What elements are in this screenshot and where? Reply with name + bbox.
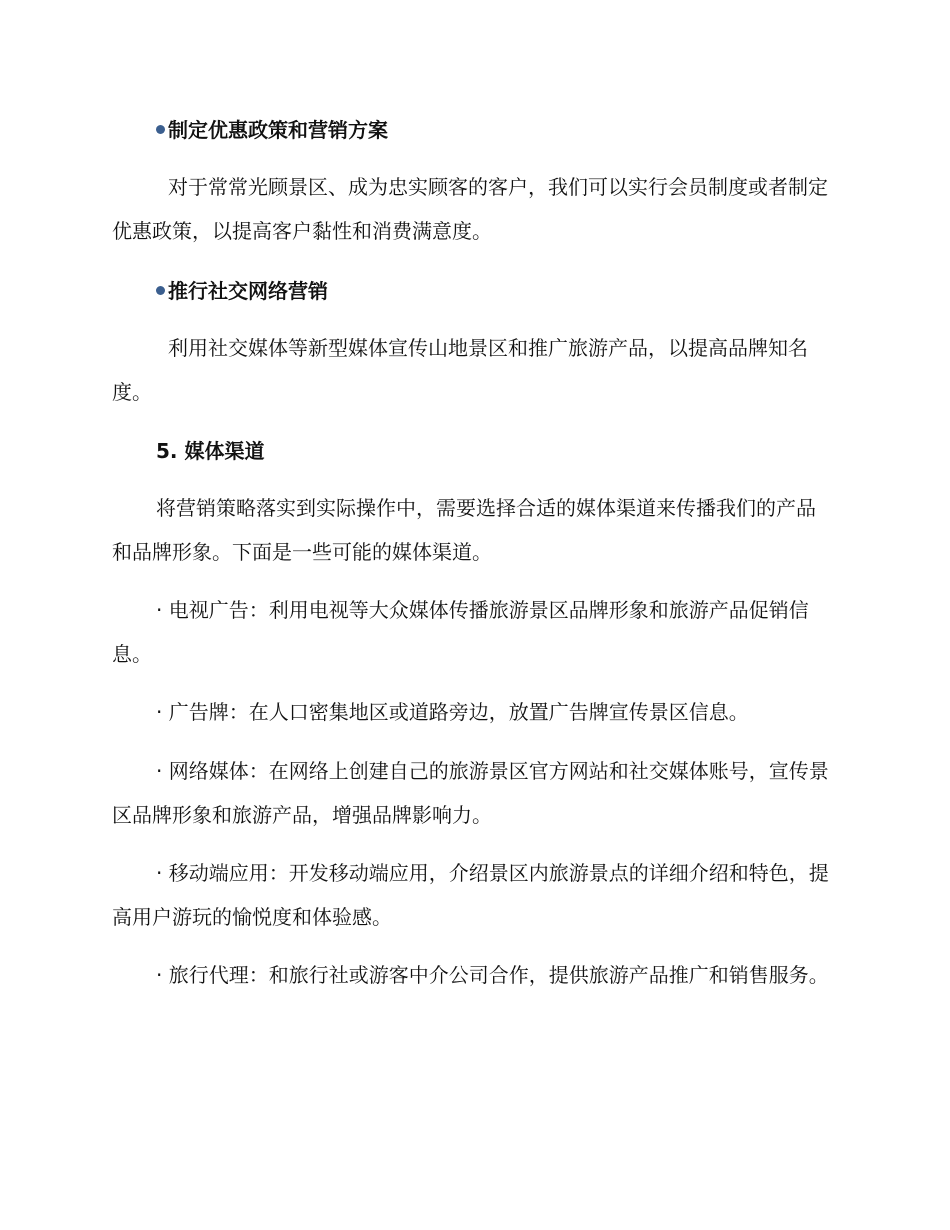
bullet-dot-icon	[156, 286, 165, 295]
paragraph-social-marketing: 利用社交媒体等新型媒体宣传山地景区和推广旅游产品，以提高品牌知名度。	[112, 336, 808, 404]
heading-text: 推行社交网络营销	[168, 279, 328, 303]
list-item-tv-ads: · 电视广告：利用电视等大众媒体传播旅游景区品牌形象和旅游产品促销信息。	[112, 598, 809, 666]
list-item-travel-agency: · 旅行代理：和旅行社或游客中介公司合作，提供旅游产品推广和销售服务。	[156, 963, 829, 987]
heading-text: 5. 媒体渠道	[156, 439, 265, 463]
section-heading-media-channels	[156, 437, 264, 465]
heading-text: 制定优惠政策和营销方案	[168, 118, 388, 142]
list-item-mobile-app: · 移动端应用：开发移动端应用，介绍景区内旅游景点的详细介绍和特色，提高用户游玩的愉悦度和体验感。	[112, 861, 829, 929]
paragraph-media-intro: 将营销策略落实到实际操作中，需要选择合适的媒体渠道来传播我们的产品和品牌形象。下面是一些可能的媒体渠道。	[112, 496, 816, 564]
section-heading-discount-policy	[156, 116, 388, 144]
list-item-online-media: · 网络媒体：在网络上创建自己的旅游景区官方网站和社交媒体账号，宣传景区品牌形象和旅游产品，增强品牌影响力。	[112, 759, 829, 827]
list-item-billboards: · 广告牌：在人口密集地区或道路旁边，放置广告牌宣传景区信息。	[156, 700, 749, 724]
paragraph-discount-policy: 对于常常光顾景区、成为忠实顾客的客户，我们可以实行会员制度或者制定优惠政策，以提高客户黏性和消费满意度。	[112, 175, 828, 243]
section-heading-social-marketing	[156, 277, 328, 305]
bullet-dot-icon	[156, 125, 165, 134]
